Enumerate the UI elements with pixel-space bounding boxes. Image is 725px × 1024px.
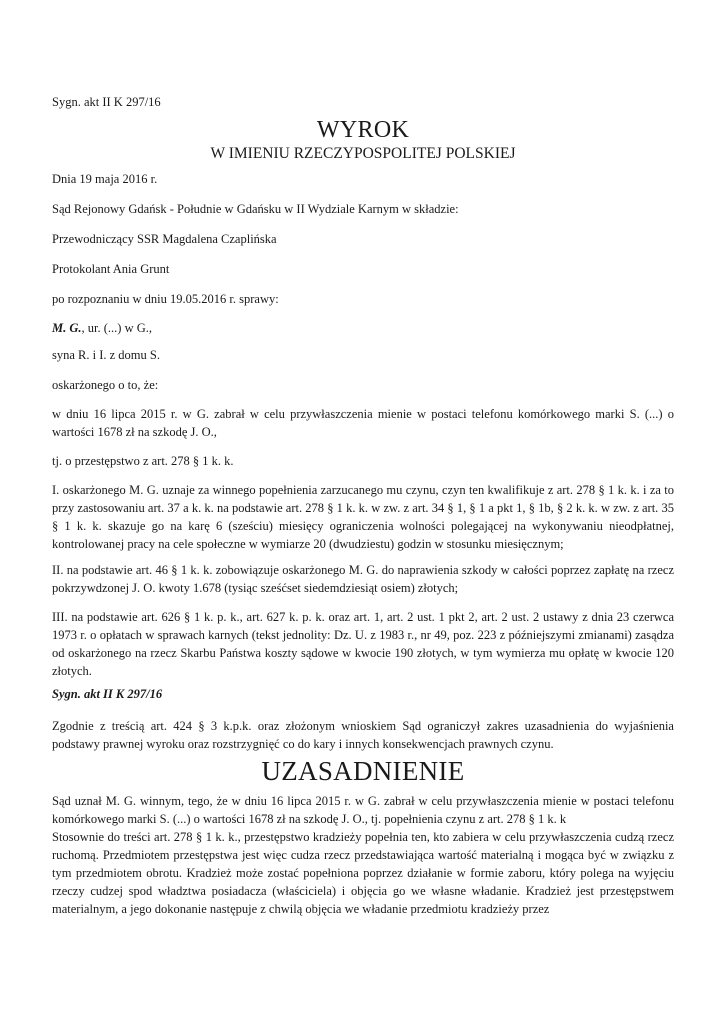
hearing-date: po rozpoznaniu w dniu 19.05.2016 r. sprawy: — [52, 292, 279, 306]
justification-case-number: Sygn. akt II K 297/16 — [52, 687, 163, 701]
defendant-parents: syna R. i I. z domu S. — [52, 348, 160, 362]
defendant-name: M. G. — [52, 321, 82, 335]
justification-scope: Zgodnie z treścią art. 424 § 3 k.p.k. oraz złożonym wnioskiem Sąd ograniczył zakres uzasadnienia do wyjaśnienia podstawy prawnej wyroku oraz rozstrzygnięć co do kary i innych konsekwencjach prawnych czynu. — [52, 719, 674, 751]
presiding-judge: Przewodniczący SSR Magdalena Czaplińska — [52, 232, 277, 246]
court-composition: Sąd Rejonowy Gdańsk - Południe w Gdańsku w II Wydziale Karnym w składzie: — [52, 202, 459, 216]
verdict-point-2: II. na podstawie art. 46 § 1 k. k. zobowiązuje oskarżonego M. G. do naprawienia szkody w całości poprzez zapłatę na rzecz pokrzywdzonej J. O. kwoty 1.678 (tysiąc sześćset siedemdziesiąt osiem) złotych; — [52, 563, 674, 595]
charge-description: w dniu 16 lipca 2015 r. w G. zabrał w celu przywłaszczenia mienie w postaci telefonu komórkowego marki S. (...) o wartości 1678 zł na szkodę J. O., — [52, 407, 674, 439]
justification-analysis: Stosownie do treści art. 278 § 1 k. k., przestępstwo kradzieży popełnia ten, kto zabiera w celu przywłaszczenia cudzą rzecz ruchomą. Przedmiotem przestępstwa jest więc cudza rzecz przedstawiająca wartość materialną i mogąca być w związku z tym przedmiotem obrotu. Kradzież może zostać popełniona poprzez działanie w formie zaboru, który polega na wyjęciu rzeczy cudzej spod władztwa posiadacza (właściciela) i objęcia go we własne władanie. Kradzież jest przestępstwem materialnym, a jego dokonanie następuje z chwilą objęcia we władanie przedmiotu kradzieży przez — [52, 830, 674, 916]
offence-qualification: tj. o przestępstwo z art. 278 § 1 k. k. — [52, 454, 234, 468]
court-clerk: Protokolant Ania Grunt — [52, 262, 170, 276]
verdict-point-3: III. na podstawie art. 626 § 1 k. p. k., art. 627 k. p. k. oraz art. 1, art. 2 ust. 1 pkt 2, art. 2 ust. 2 ustawy z dnia 23 czerwca 1973 r. o opłatach w sprawach karnych (tekst jednolity: Dz. U. z 1983 r., nr 49, poz. 223 z późniejszymi zmianami) zasądza od oskarżonego na rzecz Skarbu Państwa koszty sądowe w kwocie 190 złotych, w tym wymierza mu opłatę w kwocie 120 złotych. — [52, 610, 674, 678]
defendant-line — [52, 319, 152, 337]
justification-title: UZASADNIENIE — [261, 756, 465, 786]
accusation-intro: oskarżonego o to, że: — [52, 378, 159, 392]
case-number: Sygn. akt II K 297/16 — [52, 95, 161, 109]
judgment-date: Dnia 19 maja 2016 r. — [52, 172, 158, 186]
document-title: WYROK — [316, 117, 410, 143]
verdict-point-1: I. oskarżonego M. G. uznaje za winnego popełnienia zarzucanego mu czynu, czyn ten kwalifikuje z art. 278 § 1 k. k. i za to przy zastosowaniu art. 37 a k. k. na podstawie art. 278 § 1 k. k. w zw. z art. 34 § 1, § 1 a pkt 1, § 1b, § 2 k. k. w zw. z art. 35 § 1 k. k. skazuje go na karę 6 (sześciu) miesięcy ograniczenia wolności polegającej na wykonywaniu nieodpłatnej, kontrolowanej pracy na cele społeczne w wymiarze 20 (dwudziestu) godzin w stosunku miesięcznym; — [52, 483, 674, 551]
document-subtitle: W IMIENIU RZECZYPOSPOLITEJ POLSKIEJ — [210, 145, 516, 162]
justification-finding: Sąd uznał M. G. winnym, tego, że w dniu 16 lipca 2015 r. w G. zabrał w celu przywłaszczenia mienie w postaci telefonu komórkowego marki S. (...) o wartości 1678 zł na szkodę J. O., tj. popełnienia czynu z art. 278 § 1 k. k — [52, 794, 674, 826]
defendant-details: , ur. (...) w G., — [81, 321, 153, 335]
